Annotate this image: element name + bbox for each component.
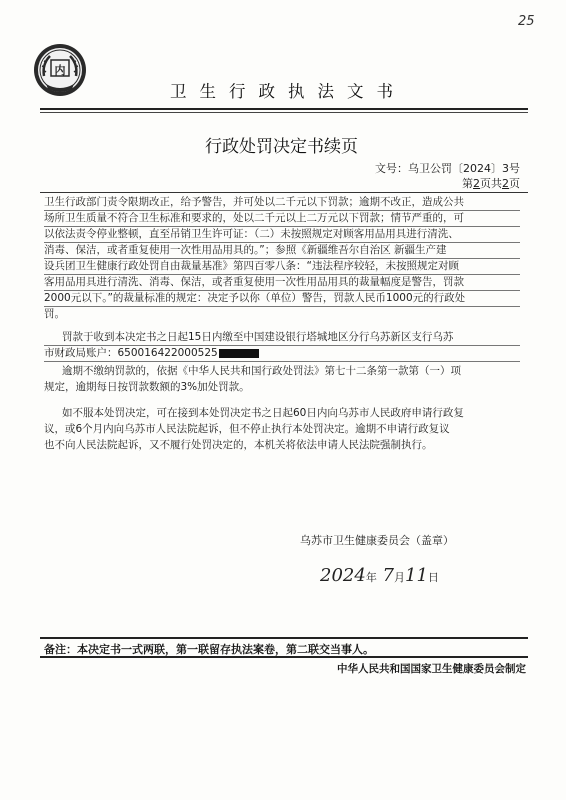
paragraph-line: 客用品用具进行清洗、消毒、保洁，或者重复使用一次性用品用具的裁量幅度是警告，罚款 [44,276,464,288]
date-year: 2024 [320,565,366,586]
document-title: 行政处罚决定书续页 [205,137,358,157]
appeal-line: 也不向人民法院起诉，又不履行处罚决定的，本机关将依法申请人民法院强制执行。 [44,439,433,451]
page-suffix: 页 [509,177,520,190]
payment-account: 650016422000525 [117,347,218,359]
date-month: 7 [382,565,394,586]
header-divider [40,108,528,110]
issue-date [320,565,439,586]
paragraph-line: 消毒、保洁，或者重复使用一次性用品用具的。”；参照《新疆维吾尔自治区 新疆生产建 [44,244,447,256]
document-number [375,160,520,176]
paragraph-line: 设兵团卫生健康行政处罚自由裁量基准》第四百零八条：“违法程序较轻，未按照规定对顾 [44,260,459,272]
page-prefix: 第 [462,177,473,190]
payment-line [44,346,520,362]
page-total: 2 [502,177,509,190]
document-number-value: 乌卫公罚〔2024〕3号 [408,162,520,175]
appeal-line: 议，或6个月内向乌苏市人民法院起诉，但不停止执行本处罚决定。逾期不申请行政复议 [44,423,450,435]
page-current: 2 [473,177,480,190]
footer-divider [40,656,528,658]
payment-account-label: 市财政局账户： [44,347,118,359]
header-title: 卫生行政执法文书 [170,82,406,101]
page-middle: 页共 [480,177,502,190]
footer-divider [40,637,528,639]
date-year-label: 年 [365,571,377,584]
paragraph-line: 以依法责令停业整顿，直至吊销卫生许可证：（二）未按照规定对顾客用品用具进行清洗、 [44,228,459,240]
paragraph-line: 卫生行政部门责令限期改正，给予警告，并可处以二千元以下罚款；逾期不改正，造成公共 [44,196,464,208]
line-rule [44,361,520,362]
late-payment-line: 逾期不缴纳罚款的，依据《中华人民共和国行政处罚法》第七十二条第一款第（一）项 [62,365,461,377]
publisher: 中华人民共和国国家卫生健康委员会制定 [337,663,526,675]
remark: 备注：本决定书一式两联，第一联留存执法案卷，第二联交当事人。 [44,643,374,656]
emblem-label: 内 [54,64,66,77]
document-number-label: 文号： [375,162,408,175]
page-count [462,175,520,191]
appeal-line: 如不服本处罚决定，可在接到本处罚决定书之日起60日内向乌苏市人民政府申请行政复 [62,407,464,419]
paragraph-line: 2000元以下。”的裁量标准的规定：决定予以你（单位）警告，罚款人民币1000元的行政处 [44,292,466,304]
date-day: 11 [405,565,428,586]
page-mark: 25 [518,14,535,29]
redaction-mark [219,349,259,358]
body-divider [40,192,528,193]
issuing-authority: 乌苏市卫生健康委员会（盖章） [300,534,454,547]
paragraph-line: 罚。 [44,308,65,320]
late-payment-line: 规定，逾期每日按罚款数额的3%加处罚款。 [44,381,250,393]
header-divider-thin [40,112,528,113]
date-day-label: 日 [427,571,439,584]
date-month-label: 月 [394,571,405,584]
paragraph-line: 场所卫生质量不符合卫生标准和要求的，处以二千元以上二万元以下罚款；情节严重的，可 [44,212,464,224]
payment-line: 罚款于收到本决定书之日起15日内缴至中国建设银行塔城地区分行乌苏新区支行乌苏 [62,331,454,343]
